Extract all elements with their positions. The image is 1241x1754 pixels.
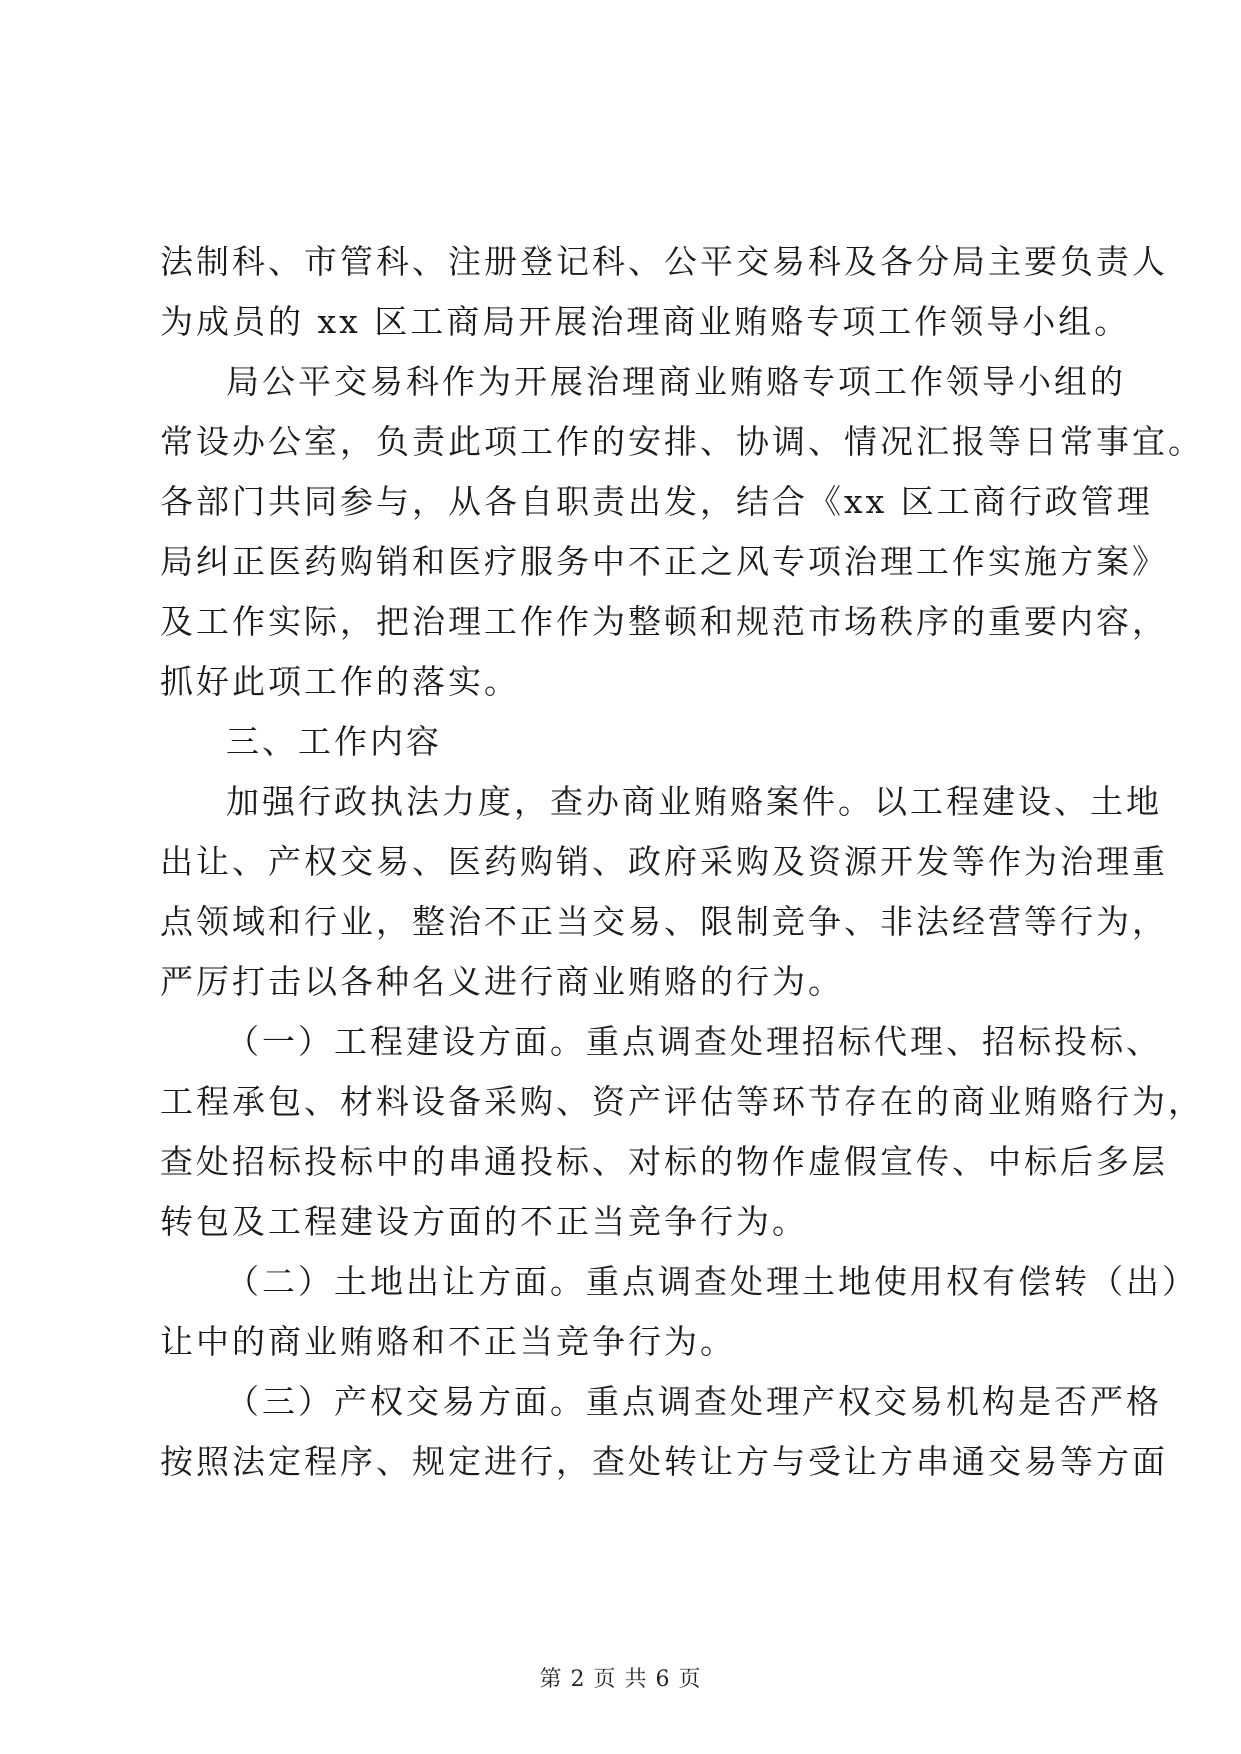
- text-line: （三）产权交易方面。重点调查处理产权交易机构是否严格: [226, 1382, 1162, 1421]
- text-line: 严厉打击以各种名义进行商业贿赂的行为。: [160, 962, 844, 1001]
- document-body: [160, 232, 1204, 1492]
- paragraph-enforcement: [160, 772, 1168, 1012]
- text-line: 出让、产权交易、医药购销、政府采购及资源开发等作为治理重: [160, 842, 1168, 881]
- section-heading: 三、工作内容: [226, 722, 442, 761]
- text-line: 查处招标投标中的串通投标、对标的物作虚假宣传、中标后多层: [160, 1142, 1168, 1181]
- text-line: 常设办公室，负责此项工作的安排、协调、情况汇报等日常事宜。: [160, 422, 1204, 461]
- text-line: 加强行政执法力度，查办商业贿赂案件。以工程建设、土地: [226, 782, 1162, 821]
- paragraph-office-duties: [160, 352, 1204, 712]
- text-line: 点领域和行业，整治不正当交易、限制竞争、非法经营等行为，: [160, 902, 1168, 941]
- page-number-footer: 第 2 页 共 6 页: [539, 1667, 702, 1692]
- text-line: 为成员的 xx 区工商局开展治理商业贿赂专项工作领导小组。: [160, 302, 1131, 341]
- text-line: （二）土地出让方面。重点调查处理土地使用权有偿转（出）: [226, 1262, 1198, 1301]
- paragraph-item-3-property: [160, 1372, 1168, 1492]
- text-line: 各部门共同参与，从各自职责出发，结合《xx 区工商行政管理: [160, 482, 1153, 521]
- text-line: 工程承包、材料设备采购、资产评估等环节存在的商业贿赂行为，: [160, 1082, 1204, 1121]
- text-line: 让中的商业贿赂和不正当竞争行为。: [160, 1322, 736, 1361]
- text-line: 法制科、市管科、注册登记科、公平交易科及各分局主要负责人: [160, 242, 1168, 281]
- text-line: 局纠正医药购销和医疗服务中不正之风专项治理工作实施方案》: [160, 542, 1168, 581]
- paragraph-leadership-group: [160, 232, 1168, 352]
- text-line: 按照法定程序、规定进行，查处转让方与受让方串通交易等方面: [160, 1442, 1168, 1481]
- text-line: 局公平交易科作为开展治理商业贿赂专项工作领导小组的: [226, 362, 1126, 401]
- text-line: 转包及工程建设方面的不正当竞争行为。: [160, 1202, 808, 1241]
- text-line: 抓好此项工作的落实。: [160, 662, 520, 701]
- text-line: （一）工程建设方面。重点调查处理招标代理、招标投标、: [226, 1022, 1162, 1061]
- paragraph-item-2-land: [160, 1252, 1198, 1372]
- paragraph-item-1-construction: [160, 1012, 1204, 1252]
- section-heading-work-content: [160, 712, 1080, 772]
- text-line: 及工作实际，把治理工作作为整顿和规范市场秩序的重要内容，: [160, 602, 1168, 641]
